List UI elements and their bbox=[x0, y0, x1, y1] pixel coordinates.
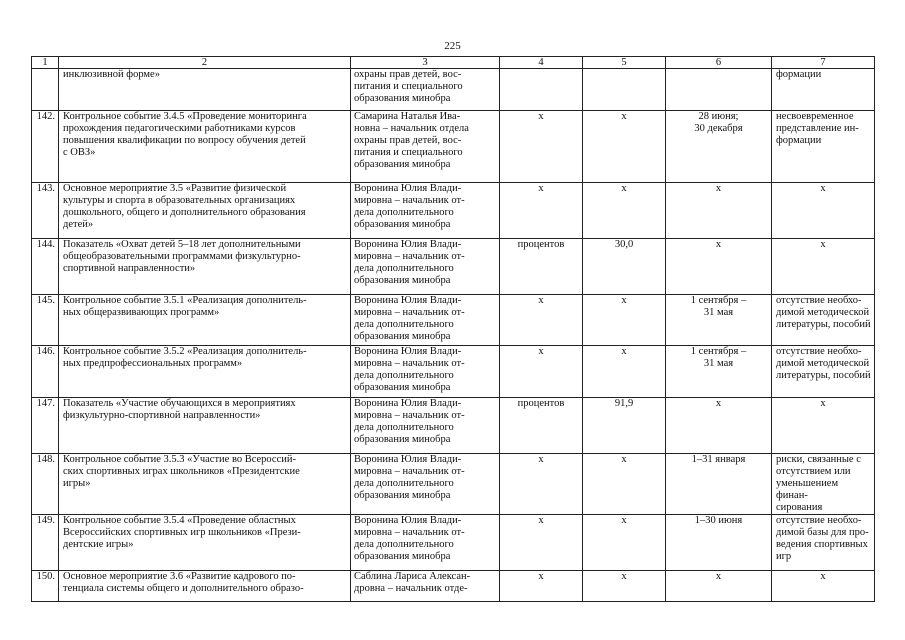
table-row bbox=[32, 295, 875, 346]
header-col-1: 1 bbox=[32, 57, 59, 69]
responsible-cell: Воронина Юлия Влади- мировна – начальник от- дела дополнительного образования минобра bbox=[351, 515, 500, 571]
row-number: 149. bbox=[32, 515, 59, 571]
plan-table bbox=[31, 56, 875, 602]
event-cell: Показатель «Участие обучающихся в мероприятиях физкультурно-спортивной направленности» bbox=[59, 398, 351, 454]
value-cell: х bbox=[583, 571, 666, 602]
unit-cell: х bbox=[500, 515, 583, 571]
table-row bbox=[32, 69, 875, 111]
row-number bbox=[32, 69, 59, 111]
row-number: 143. bbox=[32, 183, 59, 239]
unit-cell: процентов bbox=[500, 398, 583, 454]
unit-cell: х bbox=[500, 111, 583, 183]
responsible-cell: Воронина Юлия Влади- мировна – начальник от- дела дополнительного образования минобра bbox=[351, 295, 500, 346]
date-cell: 1 сентября – 31 мая bbox=[666, 295, 772, 346]
responsible-cell: Воронина Юлия Влади- мировна – начальник от- дела дополнительного образования минобра bbox=[351, 346, 500, 398]
table-row bbox=[32, 571, 875, 602]
date-cell: х bbox=[666, 239, 772, 295]
risk-cell: риски, связанные с отсутствием или уменьшением финан- сирования bbox=[772, 454, 875, 515]
value-cell: х bbox=[583, 295, 666, 346]
row-number: 150. bbox=[32, 571, 59, 602]
responsible-cell: Воронина Юлия Влади- мировна – начальник от- дела дополнительного образования минобра bbox=[351, 398, 500, 454]
table-row bbox=[32, 183, 875, 239]
table-row bbox=[32, 454, 875, 515]
responsible-cell: Воронина Юлия Влади- мировна – начальник от- дела дополнительного образования минобра bbox=[351, 239, 500, 295]
row-number: 145. bbox=[32, 295, 59, 346]
row-number: 146. bbox=[32, 346, 59, 398]
header-col-6: 6 bbox=[666, 57, 772, 69]
value-cell: х bbox=[583, 515, 666, 571]
value-cell: х bbox=[583, 454, 666, 515]
table-row bbox=[32, 515, 875, 571]
unit-cell: х bbox=[500, 571, 583, 602]
unit-cell: х bbox=[500, 346, 583, 398]
date-cell: 1–31 января bbox=[666, 454, 772, 515]
table-row bbox=[32, 398, 875, 454]
date-cell: х bbox=[666, 183, 772, 239]
value-cell: 91,9 bbox=[583, 398, 666, 454]
responsible-cell: Воронина Юлия Влади- мировна – начальник от- дела дополнительного образования минобра bbox=[351, 183, 500, 239]
risk-cell: отсутствие необхо- димой методической литературы, пособий bbox=[772, 295, 875, 346]
event-cell: Контрольное событие 3.5.2 «Реализация дополнитель- ных предпрофессиональных программ» bbox=[59, 346, 351, 398]
risk-cell: отсутствие необхо- димой методической литературы, пособий bbox=[772, 346, 875, 398]
header-col-7: 7 bbox=[772, 57, 875, 69]
event-cell: Показатель «Охват детей 5–18 лет дополнительными общеобразовательными программами физкультурно- спортивной направленности» bbox=[59, 239, 351, 295]
unit-cell: х bbox=[500, 183, 583, 239]
unit-cell: х bbox=[500, 454, 583, 515]
page-number: 225 bbox=[444, 40, 461, 52]
risk-cell: х bbox=[772, 398, 875, 454]
risk-cell: х bbox=[772, 239, 875, 295]
table-row bbox=[32, 111, 875, 183]
row-number: 147. bbox=[32, 398, 59, 454]
table-row bbox=[32, 346, 875, 398]
event-cell: Основное мероприятие 3.5 «Развитие физической культуры и спорта в образовательных организациях дошкольного, общего и дополнительного образования детей» bbox=[59, 183, 351, 239]
date-cell: х bbox=[666, 398, 772, 454]
event-cell: Контрольное событие 3.4.5 «Проведение мониторинга прохождения педагогическими работниками курсов повышения квалификации по вопросу обучения детей с ОВЗ» bbox=[59, 111, 351, 183]
date-cell bbox=[666, 69, 772, 111]
responsible-cell: Воронина Юлия Влади- мировна – начальник от- дела дополнительного образования минобра bbox=[351, 454, 500, 515]
unit-cell: х bbox=[500, 295, 583, 346]
value-cell: х bbox=[583, 111, 666, 183]
risk-cell: несвоевременное представление ин- формации bbox=[772, 111, 875, 183]
value-cell: 30,0 bbox=[583, 239, 666, 295]
header-col-5: 5 bbox=[583, 57, 666, 69]
responsible-cell: Саблина Лариса Алексан- дровна – начальник отде- bbox=[351, 571, 500, 602]
event-cell: Контрольное событие 3.5.3 «Участие во Всероссий- ских спортивных играх школьников «Президентские игры» bbox=[59, 454, 351, 515]
responsible-cell: охраны прав детей, вос- питания и специального образования минобра bbox=[351, 69, 500, 111]
risk-cell: х bbox=[772, 183, 875, 239]
responsible-cell: Самарина Наталья Ива- новна – начальник отдела охраны прав детей, вос- питания и специального образования минобра bbox=[351, 111, 500, 183]
event-cell: Контрольное событие 3.5.1 «Реализация дополнитель- ных общеразвивающих программ» bbox=[59, 295, 351, 346]
row-number: 142. bbox=[32, 111, 59, 183]
unit-cell bbox=[500, 69, 583, 111]
event-cell: Контрольное событие 3.5.4 «Проведение областных Всероссийских спортивных игр школьников «Прези- дентские игры» bbox=[59, 515, 351, 571]
event-cell: инклюзивной форме» bbox=[59, 69, 351, 111]
value-cell: х bbox=[583, 183, 666, 239]
risk-cell: отсутствие необхо- димой базы для про- ведения спортивных игр bbox=[772, 515, 875, 571]
header-col-4: 4 bbox=[500, 57, 583, 69]
table-row bbox=[32, 239, 875, 295]
row-number: 148. bbox=[32, 454, 59, 515]
unit-cell: процентов bbox=[500, 239, 583, 295]
risk-cell: х bbox=[772, 571, 875, 602]
value-cell: х bbox=[583, 346, 666, 398]
header-row bbox=[32, 57, 875, 69]
risk-cell: формации bbox=[772, 69, 875, 111]
header-col-2: 2 bbox=[59, 57, 351, 69]
date-cell: 1–30 июня bbox=[666, 515, 772, 571]
value-cell bbox=[583, 69, 666, 111]
header-col-3: 3 bbox=[351, 57, 500, 69]
date-cell: х bbox=[666, 571, 772, 602]
date-cell: 1 сентября – 31 мая bbox=[666, 346, 772, 398]
row-number: 144. bbox=[32, 239, 59, 295]
event-cell: Основное мероприятие 3.6 «Развитие кадрового по- тенциала системы общего и дополнительного образо- bbox=[59, 571, 351, 602]
date-cell: 28 июня; 30 декабря bbox=[666, 111, 772, 183]
